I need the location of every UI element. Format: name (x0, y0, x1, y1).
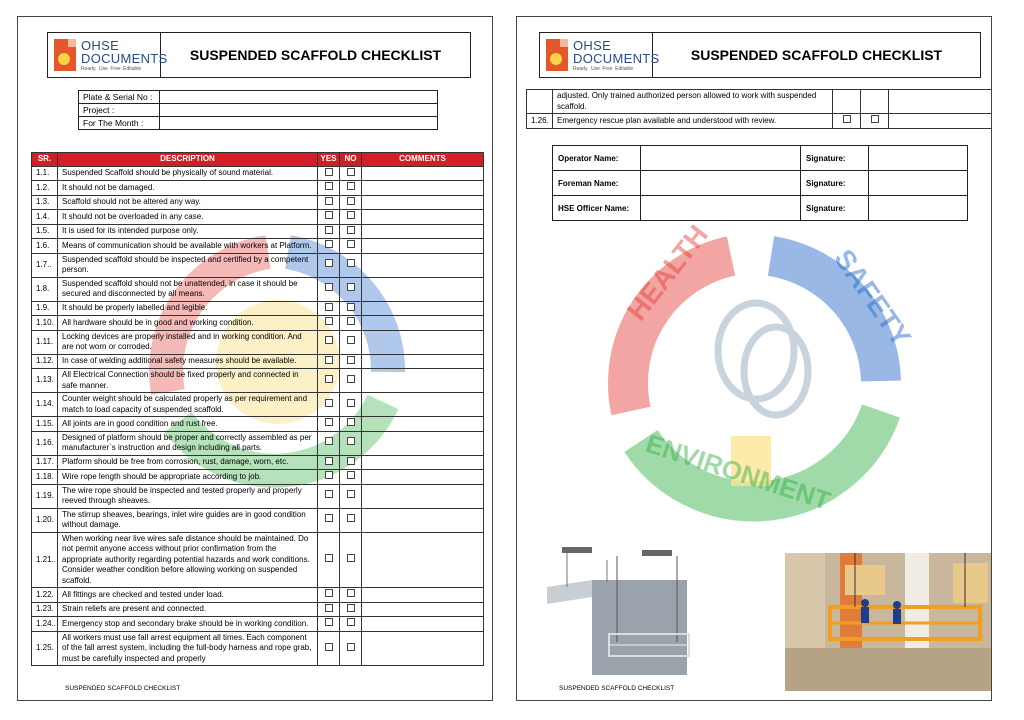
item-number: 1.5. (32, 224, 58, 239)
no-cell (340, 602, 362, 617)
yes-cell (318, 277, 340, 301)
checklist-table (31, 152, 484, 666)
yes-checkbox[interactable] (325, 197, 333, 205)
yes-checkbox[interactable] (325, 283, 333, 291)
item-number: 1.1. (32, 166, 58, 181)
document-logo-icon (546, 39, 568, 71)
comments-cell[interactable] (362, 393, 484, 417)
item-description: Platform should be free from corrosion, rust, damage, worn, etc. (58, 455, 318, 470)
hse-watermark-icon (581, 211, 931, 531)
item-description: Suspended scaffold should not be unattended, in case it should be secured and disconnected by all means. (58, 277, 318, 301)
project-field[interactable] (160, 104, 438, 117)
logo-line1: OHSE (573, 37, 612, 53)
table-row (32, 508, 484, 532)
scaffold-illustration-image (547, 542, 697, 682)
ohse-logo (48, 33, 168, 77)
yes-cell (318, 195, 340, 210)
yes-checkbox[interactable] (325, 490, 333, 498)
no-cell (340, 316, 362, 331)
yes-checkbox[interactable] (325, 471, 333, 479)
no-cell (861, 90, 889, 114)
table-row (32, 532, 484, 588)
yes-checkbox[interactable] (325, 554, 333, 562)
table-row (32, 210, 484, 225)
yes-cell (318, 393, 340, 417)
item-description: Designed of platform should be proper and correctly assembled as per manufacturer`s instruction and design including all parts. (58, 431, 318, 455)
yes-cell (318, 166, 340, 181)
table-row (527, 114, 993, 129)
name-label: Foreman Name: (553, 171, 641, 196)
comments-cell[interactable] (362, 166, 484, 181)
no-cell (340, 210, 362, 225)
column-header-description: DESCRIPTION (58, 153, 318, 167)
yes-checkbox[interactable] (325, 182, 333, 190)
item-number: 1.9. (32, 301, 58, 316)
no-cell (340, 417, 362, 432)
table-row (32, 239, 484, 254)
no-cell (340, 455, 362, 470)
no-cell (340, 431, 362, 455)
yes-checkbox[interactable] (325, 643, 333, 651)
yes-checkbox[interactable] (325, 336, 333, 344)
yes-cell (318, 588, 340, 603)
info-row: Plate & Serial No : (79, 91, 438, 104)
page-footer: SUSPENDED SCAFFOLD CHECKLIST (65, 685, 181, 692)
signature-field[interactable] (869, 146, 968, 171)
item-description: The stirrup sheaves, bearings, inlet wire guides are in good condition without damage. (58, 508, 318, 532)
item-description: Emergency rescue plan available and understood with review. (553, 114, 833, 129)
item-number: 1.24.. (32, 617, 58, 632)
no-cell (340, 508, 362, 532)
no-checkbox[interactable] (347, 197, 355, 205)
no-checkbox[interactable] (871, 115, 879, 123)
yes-checkbox[interactable] (325, 240, 333, 248)
table-row (32, 253, 484, 277)
no-cell (340, 224, 362, 239)
item-number (527, 90, 553, 114)
comments-cell[interactable] (889, 114, 993, 129)
yes-cell (318, 239, 340, 254)
item-description: Emergency stop and secondary brake should be in working condition. (58, 617, 318, 632)
plate-serial-field[interactable] (160, 91, 438, 104)
no-cell (340, 166, 362, 181)
item-description: All workers must use fall arrest equipment all times. Each component of the fall arrest system, including the full-body harness and rope grab, must be carefully inspected and properly (58, 631, 318, 666)
item-description: In case of welding additional safety measures should be available. (58, 354, 318, 369)
yes-checkbox[interactable] (325, 589, 333, 597)
logo-tagline: Ready. Use Free Editable (81, 65, 142, 72)
table-row (32, 195, 484, 210)
yes-checkbox[interactable] (325, 418, 333, 426)
document-title: SUSPENDED SCAFFOLD CHECKLIST (690, 47, 943, 63)
no-cell (340, 239, 362, 254)
checklist-header-row (32, 153, 484, 167)
comments-cell[interactable] (362, 330, 484, 354)
table-row (32, 181, 484, 196)
signature-field[interactable] (869, 171, 968, 196)
item-number: 1.22. (32, 588, 58, 603)
item-description: All Electrical Connection should be fixed properly and connected in safe manner. (58, 369, 318, 393)
name-label: HSE Officer Name: (553, 196, 641, 221)
item-number: 1.12. (32, 354, 58, 369)
no-cell (340, 393, 362, 417)
info-row: Project : (79, 104, 438, 117)
yes-cell (833, 114, 861, 129)
yes-cell (318, 470, 340, 485)
yes-cell (318, 369, 340, 393)
yes-cell (833, 90, 861, 114)
no-cell (340, 631, 362, 666)
yes-checkbox[interactable] (325, 375, 333, 383)
item-description: Counter weight should be calculated properly as per requirement and match to load capacity of suspended scaffold. (58, 393, 318, 417)
no-checkbox[interactable] (347, 399, 355, 407)
item-description: Suspended scaffold should be inspected and certified by a competent person. (58, 253, 318, 277)
item-description: The wire rope should be inspected and tested properly and properly reeved through sheaves. (58, 484, 318, 508)
comments-cell[interactable] (362, 602, 484, 617)
item-description: Strain reliefs are present and connected. (58, 602, 318, 617)
yes-checkbox[interactable] (325, 317, 333, 325)
yes-cell (318, 631, 340, 666)
yes-checkbox[interactable] (325, 618, 333, 626)
column-header-sr: SR. (32, 153, 58, 167)
comments-cell[interactable] (362, 210, 484, 225)
yes-checkbox[interactable] (325, 356, 333, 364)
no-checkbox[interactable] (347, 356, 355, 364)
no-cell (340, 617, 362, 632)
yes-cell (318, 417, 340, 432)
table-row (32, 588, 484, 603)
name-label: Operator Name: (553, 146, 641, 171)
no-checkbox[interactable] (347, 317, 355, 325)
table-row (32, 602, 484, 617)
no-checkbox[interactable] (347, 283, 355, 291)
logo-tagline: Ready. Use Free Editable (573, 65, 634, 72)
document-title: SUSPENDED SCAFFOLD CHECKLIST (189, 47, 442, 63)
column-header-no: NO (340, 153, 362, 167)
item-description: It is used for its intended purpose only. (58, 224, 318, 239)
yes-checkbox[interactable] (325, 303, 333, 311)
comments-cell[interactable] (362, 470, 484, 485)
checklist-page-2 (516, 16, 992, 701)
table-row (527, 90, 993, 114)
yes-cell (318, 508, 340, 532)
logo-line2: DOCUMENTS (573, 50, 660, 66)
no-cell (340, 181, 362, 196)
table-row (32, 617, 484, 632)
no-cell (340, 354, 362, 369)
yes-cell (318, 330, 340, 354)
item-number: 1.19. (32, 484, 58, 508)
comments-cell[interactable] (362, 316, 484, 331)
no-checkbox[interactable] (347, 168, 355, 176)
item-description: All joints are in good condition and rust free. (58, 417, 318, 432)
signature-label: Signature: (801, 171, 869, 196)
yes-checkbox[interactable] (325, 226, 333, 234)
comments-cell[interactable] (362, 617, 484, 632)
table-row (32, 470, 484, 485)
no-checkbox[interactable] (347, 240, 355, 248)
yes-checkbox[interactable] (325, 514, 333, 522)
no-checkbox[interactable] (347, 211, 355, 219)
no-checkbox[interactable] (347, 589, 355, 597)
comments-cell[interactable] (362, 631, 484, 666)
signature-label: Signature: (801, 146, 869, 171)
item-number: 1.4. (32, 210, 58, 225)
table-row (32, 417, 484, 432)
no-checkbox[interactable] (347, 490, 355, 498)
yes-checkbox[interactable] (843, 115, 851, 123)
item-description: Means of communication should be available with workers at Platform. (58, 239, 318, 254)
checklist-table-continued (526, 89, 992, 129)
info-table (78, 90, 438, 130)
comments-cell[interactable] (362, 532, 484, 588)
comments-cell[interactable] (362, 417, 484, 432)
table-row (32, 316, 484, 331)
yes-cell (318, 181, 340, 196)
no-checkbox[interactable] (347, 514, 355, 522)
item-description: It should be properly labelled and legible. (58, 301, 318, 316)
no-checkbox[interactable] (347, 604, 355, 612)
column-header-yes: YES (318, 153, 340, 167)
item-number: 1.13. (32, 369, 58, 393)
watermark-safety: SAFETY (828, 243, 918, 352)
yes-cell (318, 316, 340, 331)
item-number: 1.18. (32, 470, 58, 485)
no-cell (340, 588, 362, 603)
item-description: Wire rope length should be appropriate according to job. (58, 470, 318, 485)
item-description: It should not be damaged. (58, 181, 318, 196)
no-cell (340, 253, 362, 277)
yes-checkbox[interactable] (325, 259, 333, 267)
item-number: 1.11. (32, 330, 58, 354)
item-description: Suspended Scaffold should be physically of sound material. (58, 166, 318, 181)
comments-cell[interactable] (362, 224, 484, 239)
item-description: It should not be overloaded in any case. (58, 210, 318, 225)
signature-row (553, 171, 968, 196)
yes-checkbox[interactable] (325, 457, 333, 465)
no-cell (861, 114, 889, 129)
table-row (32, 631, 484, 666)
checklist-page-1 (17, 16, 493, 701)
yes-checkbox[interactable] (325, 168, 333, 176)
item-number: 1.7.. (32, 253, 58, 277)
comments-cell[interactable] (889, 90, 993, 114)
no-cell (340, 369, 362, 393)
item-number: 1.23. (32, 602, 58, 617)
no-checkbox[interactable] (347, 554, 355, 562)
item-description: Locking devices are properly installed and in working condition. And are not worn or corroded. (58, 330, 318, 354)
no-checkbox[interactable] (347, 618, 355, 626)
no-cell (340, 330, 362, 354)
yes-checkbox[interactable] (325, 437, 333, 445)
signature-row (553, 146, 968, 171)
item-description: adjusted. Only trained authorized person allowed to work with suspended scaffold. (553, 90, 833, 114)
yes-cell (318, 617, 340, 632)
no-cell (340, 195, 362, 210)
document-header (47, 32, 471, 78)
table-row (32, 277, 484, 301)
name-field[interactable] (641, 146, 801, 171)
no-checkbox[interactable] (347, 437, 355, 445)
comments-cell[interactable] (362, 253, 484, 277)
comments-cell[interactable] (362, 588, 484, 603)
watermark-health: HEALTH (620, 219, 714, 327)
table-row (32, 484, 484, 508)
item-number: 1.15. (32, 417, 58, 432)
item-number: 1.21.. (32, 532, 58, 588)
yes-cell (318, 484, 340, 508)
no-cell (340, 532, 362, 588)
table-row (32, 369, 484, 393)
yes-checkbox[interactable] (325, 604, 333, 612)
logo-line2: DOCUMENTS (81, 50, 168, 66)
no-checkbox[interactable] (347, 471, 355, 479)
item-number: 1.10. (32, 316, 58, 331)
table-row (32, 354, 484, 369)
item-number: 1.3. (32, 195, 58, 210)
item-number: 1.2. (32, 181, 58, 196)
table-row (32, 330, 484, 354)
comments-cell[interactable] (362, 484, 484, 508)
item-number: 1.6. (32, 239, 58, 254)
no-cell (340, 277, 362, 301)
comments-cell[interactable] (362, 195, 484, 210)
no-checkbox[interactable] (347, 375, 355, 383)
month-field[interactable] (160, 117, 438, 130)
yes-cell (318, 224, 340, 239)
no-cell (340, 301, 362, 316)
item-number: 1.25. (32, 631, 58, 666)
comments-cell[interactable] (362, 354, 484, 369)
yes-cell (318, 431, 340, 455)
item-number: 1.8. (32, 277, 58, 301)
yes-cell (318, 253, 340, 277)
item-number: 1.26. (527, 114, 553, 129)
logo-line1: OHSE (81, 37, 120, 53)
ohse-logo (540, 33, 660, 77)
item-description: Scaffold should not be altered any way. (58, 195, 318, 210)
no-checkbox[interactable] (347, 182, 355, 190)
document-logo-icon (54, 39, 76, 71)
item-number: 1.20. (32, 508, 58, 532)
signature-table (552, 145, 968, 221)
yes-checkbox[interactable] (325, 399, 333, 407)
comments-cell[interactable] (362, 239, 484, 254)
no-checkbox[interactable] (347, 226, 355, 234)
no-checkbox[interactable] (347, 643, 355, 651)
comments-cell[interactable] (362, 508, 484, 532)
yes-cell (318, 532, 340, 588)
name-field[interactable] (641, 171, 801, 196)
table-row (32, 455, 484, 470)
info-row: For The Month : (79, 117, 438, 130)
no-checkbox[interactable] (347, 336, 355, 344)
comments-cell[interactable] (362, 455, 484, 470)
table-row (32, 166, 484, 181)
yes-cell (318, 210, 340, 225)
yes-cell (318, 602, 340, 617)
yes-cell (318, 301, 340, 316)
comments-cell[interactable] (362, 369, 484, 393)
workers-scaffold-photo (785, 553, 992, 691)
no-cell (340, 470, 362, 485)
item-number: 1.14. (32, 393, 58, 417)
item-number: 1.17. (32, 455, 58, 470)
item-description: All hardware should be in good and working condition. (58, 316, 318, 331)
signature-label: Signature: (801, 196, 869, 221)
comments-cell[interactable] (362, 277, 484, 301)
table-row (32, 301, 484, 316)
comments-cell[interactable] (362, 431, 484, 455)
table-row (32, 431, 484, 455)
table-row (32, 224, 484, 239)
document-header (539, 32, 981, 78)
comments-cell[interactable] (362, 301, 484, 316)
no-checkbox[interactable] (347, 457, 355, 465)
no-cell (340, 484, 362, 508)
yes-checkbox[interactable] (325, 211, 333, 219)
no-checkbox[interactable] (347, 259, 355, 267)
item-description: All fittings are checked and tested under load. (58, 588, 318, 603)
column-header-comments: COMMENTS (362, 153, 484, 167)
yes-cell (318, 354, 340, 369)
item-number: 1.16. (32, 431, 58, 455)
comments-cell[interactable] (362, 181, 484, 196)
watermark-environment: ENVIRONMENT (642, 428, 835, 516)
table-row (32, 393, 484, 417)
item-description: When working near live wires safe distance should be maintained. Do not permit anyone access without prior confirmation from the appropriate authority regarding potential hazards and work conditions. Consider weather condition before allowing working on suspended scaffold. (58, 532, 318, 588)
yes-cell (318, 455, 340, 470)
no-checkbox[interactable] (347, 418, 355, 426)
no-checkbox[interactable] (347, 303, 355, 311)
page-footer: SUSPENDED SCAFFOLD CHECKLIST (559, 685, 675, 692)
